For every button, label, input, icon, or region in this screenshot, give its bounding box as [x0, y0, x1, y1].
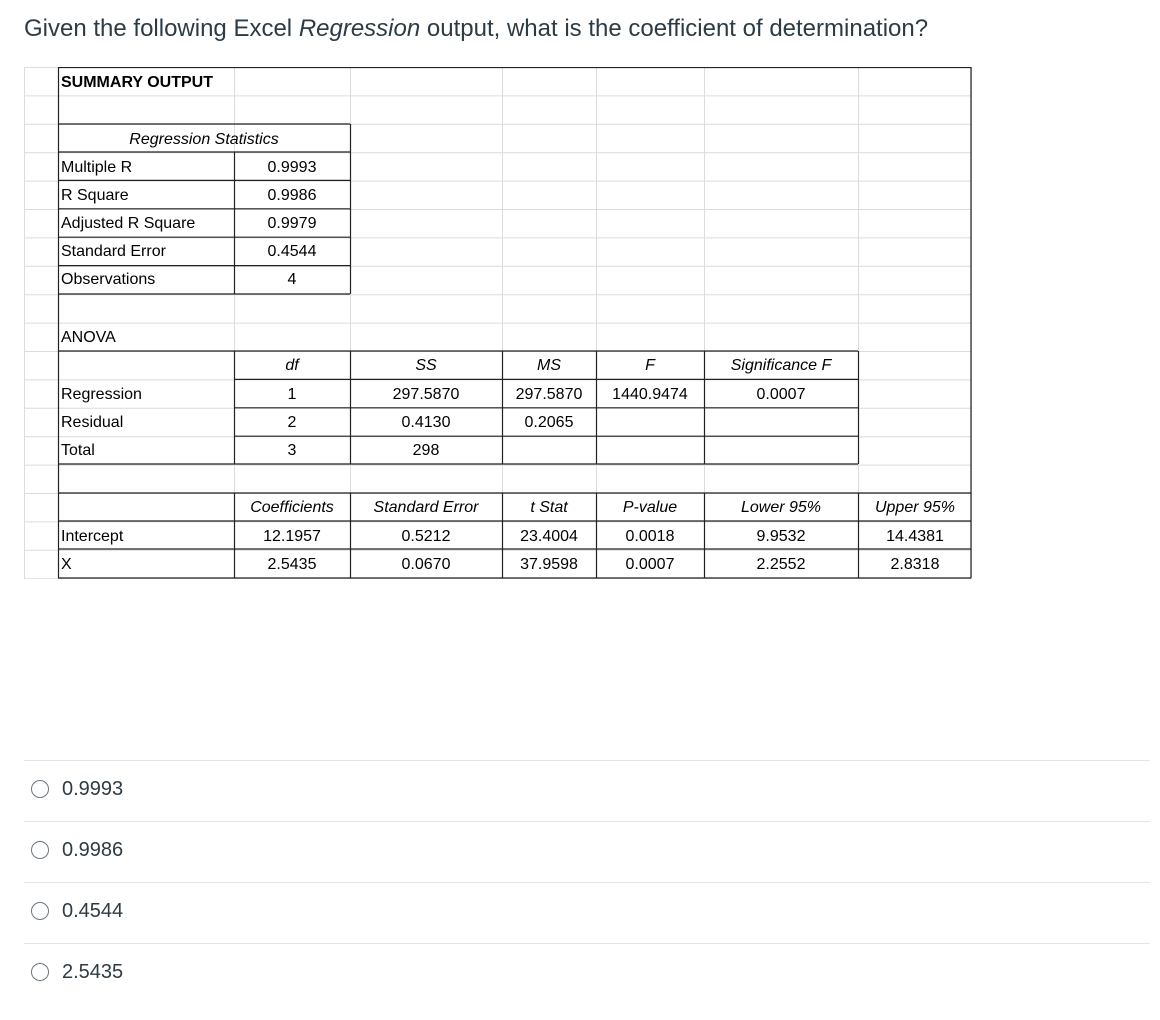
question-text	[24, 12, 928, 46]
anova-regression-ss: 297.5870	[392, 386, 460, 403]
answer-label[interactable]: 0.9986	[62, 839, 124, 861]
answer-option-4[interactable]	[24, 943, 1150, 1003]
stat-value-r-square: 0.9986	[267, 187, 317, 204]
regression-stats-header: Regression Statistics	[129, 131, 279, 148]
coef-intercept-t-stat: 23.4004	[520, 528, 578, 545]
stat-value-multiple-r: 0.9993	[267, 159, 317, 176]
coef-x-coefficient: 2.5435	[267, 556, 317, 573]
summary-title: SUMMARY OUTPUT	[61, 74, 213, 91]
coef-intercept-coefficient: 12.1957	[263, 528, 321, 545]
anova-residual-ms: 0.2065	[524, 414, 574, 431]
anova-header-df: df	[285, 357, 299, 374]
coef-label-x: X	[61, 556, 72, 573]
anova-regression-df: 1	[287, 386, 297, 403]
answer-label[interactable]: 2.5435	[62, 961, 124, 983]
coef-header-coefficients: Coefficients	[250, 499, 334, 516]
answer-option-2[interactable]	[24, 821, 1150, 881]
answer-option-1[interactable]	[24, 760, 1150, 820]
coef-intercept-standard-error: 0.5212	[401, 528, 451, 545]
answer-label[interactable]: 0.9993	[62, 778, 124, 800]
answer-option-3[interactable]	[24, 882, 1150, 942]
radio-button-icon[interactable]	[31, 963, 49, 981]
regression-output-image	[24, 67, 972, 579]
coef-label-intercept: Intercept	[61, 528, 124, 545]
anova-label-residual: Residual	[61, 414, 124, 431]
stat-value-standard-error: 0.4544	[267, 243, 317, 260]
stat-value-observations: 4	[287, 271, 297, 288]
stat-label-r-square: R Square	[61, 187, 129, 204]
radio-button-icon[interactable]	[31, 902, 49, 920]
question-text-after: output, what is the coefficient of determination?	[420, 15, 929, 42]
coef-header-standard-error: Standard Error	[373, 499, 479, 516]
stat-label-multiple-r: Multiple R	[61, 159, 133, 176]
coef-x-upper-95: 2.8318	[890, 556, 940, 573]
coef-intercept-p-value: 0.0018	[625, 528, 675, 545]
anova-total-ss: 298	[412, 442, 440, 459]
anova-header-ms: MS	[537, 357, 561, 374]
stat-value-adjusted-r-square: 0.9979	[267, 215, 317, 232]
question-text-before: Given the following Excel	[24, 15, 299, 42]
coef-x-lower-95: 2.2552	[756, 556, 806, 573]
coef-intercept-lower-95: 9.9532	[756, 528, 806, 545]
anova-regression-significance-f: 0.0007	[756, 386, 806, 403]
anova-header-significance-f: Significance F	[730, 357, 832, 374]
coef-x-p-value: 0.0007	[625, 556, 675, 573]
coef-header-p-value: P-value	[622, 499, 678, 516]
anova-header-ss: SS	[415, 357, 437, 374]
coef-x-standard-error: 0.0670	[401, 556, 451, 573]
coef-header-upper-95: Upper 95%	[874, 499, 956, 516]
radio-button-icon[interactable]	[31, 841, 49, 859]
anova-residual-ss: 0.4130	[401, 414, 451, 431]
anova-regression-ms: 297.5870	[515, 386, 583, 403]
anova-header-f: F	[645, 357, 655, 374]
coef-header-lower-95: Lower 95%	[740, 499, 822, 516]
anova-residual-df: 2	[287, 414, 297, 431]
anova-label-total: Total	[61, 442, 95, 459]
anova-label-regression: Regression	[61, 386, 142, 403]
anova-regression-f: 1440.9474	[612, 386, 688, 403]
stat-label-adjusted-r-square: Adjusted R Square	[61, 215, 196, 232]
coef-intercept-upper-95: 14.4381	[886, 528, 944, 545]
coef-header-t-stat: t Stat	[530, 499, 568, 516]
answer-label[interactable]: 0.4544	[62, 900, 124, 922]
question-emphasis: Regression	[298, 15, 421, 42]
stat-label-observations: Observations	[61, 271, 156, 288]
anova-title: ANOVA	[61, 329, 116, 346]
coef-x-t-stat: 37.9598	[520, 556, 578, 573]
radio-button-icon[interactable]	[31, 780, 49, 798]
stat-label-standard-error: Standard Error	[61, 243, 166, 260]
anova-total-df: 3	[287, 442, 297, 459]
